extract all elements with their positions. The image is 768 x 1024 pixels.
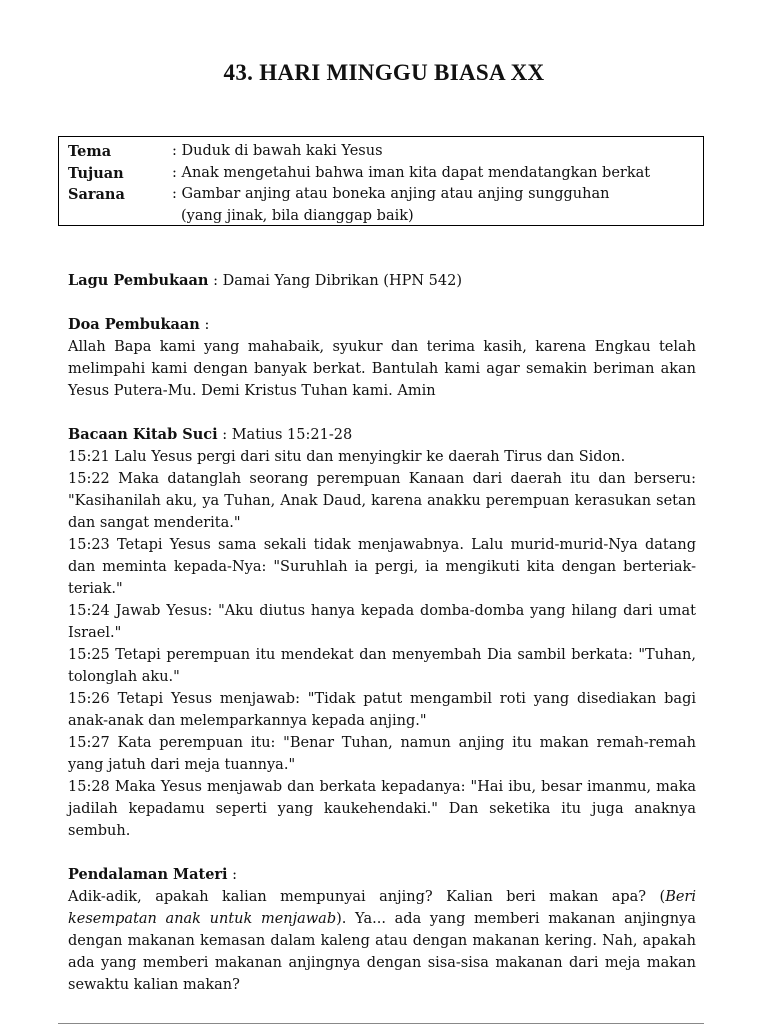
bacaan-value: : Matius 15:21-28	[217, 427, 353, 443]
pendalaman-label: Pendalaman Materi	[68, 866, 228, 883]
lagu-line	[68, 270, 696, 292]
page-title: 43. HARI MINGGU BIASA XX	[223, 60, 545, 85]
lagu-label: Lagu Pembukaan	[68, 272, 209, 289]
bacaan-heading-line	[68, 424, 696, 446]
verse: 15:22 Maka datanglah seorang perempuan Kanaan dari daerah itu dan berseru: "Kasihanilah aku, ya Tuhan, Anak Daud, karena anakku perempuan kerasukan setan dan sangat menderita."	[68, 471, 696, 531]
verse: 15:28 Maka Yesus menjawab dan berkata kepadanya: "Hai ibu, besar imanmu, maka jadilah kepadamu seperti yang kaukehendaki." Dan seketika itu juga anaknya sembuh.	[68, 779, 696, 839]
info-box	[58, 136, 704, 226]
verse: 15:23 Tetapi Yesus sama sekali tidak menjawabnya. Lalu murid-murid-Nya datang dan meminta kepada-Nya: "Suruhlah ia pergi, ia mengikuti kita dengan berteriak-teriak."	[68, 537, 696, 597]
pendalaman-text-after: ). Ya... ada yang memberi makanan anjingnya dengan makanan kemasan dalam kaleng atau dengan makanan kering. Nah, apakah ada yang memberi makanan anjingnya dengan sisa-sisa makanan dari meja makan sewaktu kalian makan?	[68, 911, 696, 993]
verse: 15:26 Tetapi Yesus menjawab: "Tidak patut mengambil roti yang disediakan bagi anak-anak dan melemparkannya kepada anjing."	[68, 691, 696, 729]
verse: 15:25 Tetapi perempuan itu mendekat dan menyembah Dia sambil berkata: "Tuhan, tolonglah aku."	[68, 647, 696, 685]
doa-label: Doa Pembukaan	[68, 316, 200, 333]
sarana-continuation: (yang jinak, bila dianggap baik)	[181, 207, 414, 224]
info-row-sarana	[68, 184, 694, 206]
info-row-tema	[68, 141, 694, 163]
doa-text: Allah Bapa kami yang mahabaik, syukur dan terima kasih, karena Engkau telah melimpahi kami dengan banyak berkat. Bantulah kami agar semakin beriman akan Yesus Putera-Mu. Demi Kristus Tuhan kami. Amin	[68, 339, 696, 399]
pendalaman-text-before: Adik-adik, apakah kalian mempunyai anjing? Kalian beri makan apa? (	[68, 889, 666, 905]
sarana-value: : Gambar anjing atau boneka anjing atau anjing sungguhan	[172, 186, 610, 202]
verse: 15:24 Jawab Yesus: "Aku diutus hanya kepada domba-domba yang hilang dari umat Israel."	[68, 603, 696, 641]
doa-suffix: :	[199, 317, 210, 333]
document-body	[68, 270, 696, 996]
lagu-value: : Damai Yang Dibrikan (HPN 542)	[208, 273, 462, 289]
tema-value: : Duduk di bawah kaki Yesus	[172, 143, 383, 159]
sarana-label: Sarana	[68, 186, 125, 203]
pendalaman-heading-line	[68, 864, 696, 886]
verse: 15:21 Lalu Yesus pergi dari situ dan menyingkir ke daerah Tirus dan Sidon.	[68, 449, 626, 465]
pendalaman-suffix: :	[227, 867, 238, 883]
tujuan-value: : Anak mengetahui bahwa iman kita dapat mendatangkan berkat	[172, 164, 651, 181]
doa-heading-line	[68, 314, 696, 336]
pendalaman-text-italic: Beri kesempatan anak untuk menjawab	[68, 889, 696, 927]
pendalaman-text	[68, 886, 696, 996]
info-row-tujuan	[68, 163, 694, 185]
tema-label: Tema	[68, 143, 112, 160]
verse: 15:27 Kata perempuan itu: "Benar Tuhan, namun anjing itu makan remah-remah yang jatuh dari meja tuannya."	[68, 735, 696, 773]
tujuan-label: Tujuan	[68, 164, 124, 182]
bacaan-label: Bacaan Kitab Suci	[68, 426, 218, 443]
